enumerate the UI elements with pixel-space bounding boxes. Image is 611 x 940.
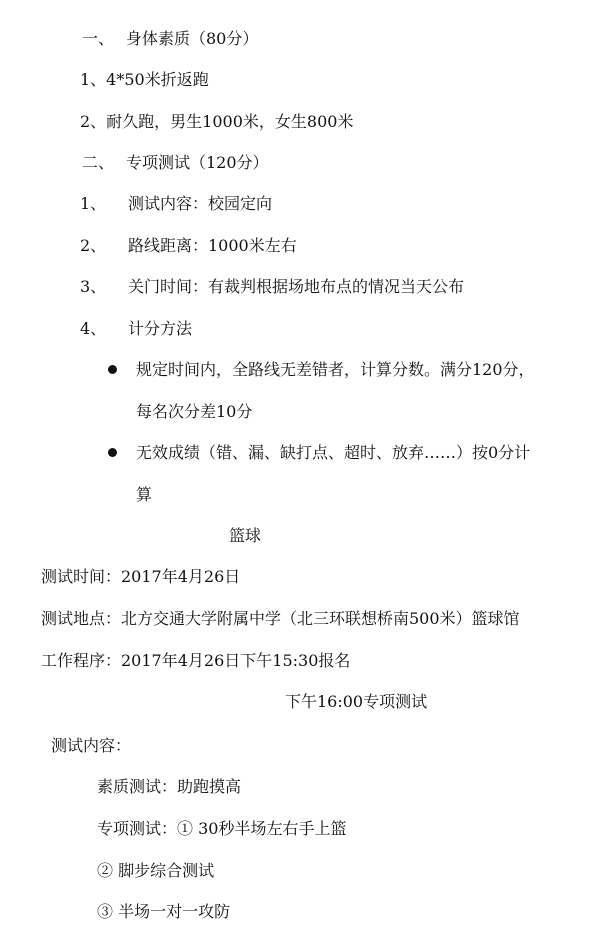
section2-item-4 [80,318,192,340]
section1-heading [82,28,258,50]
bullet-1-line-1: 规定时间内，全路线无差错者，计算分数。满分120分， [136,360,535,379]
bullet-1-line-2: 每名次分差10分 [136,402,253,421]
bullet-2-line-1: 无效成绩（错、漏、缺打点、超时、放弃……）按0分计 [136,443,531,462]
bullet-dot-2 [108,448,117,457]
bullet-dot-1 [108,365,117,374]
section1-item-2: 2、耐久跑，男生1000米，女生800米 [80,112,354,131]
section2-item-number: 1、 [80,194,107,213]
section2-item-text: 测试内容：校园定向 [128,194,273,213]
special-test-3: ③ 半场一对一攻防 [97,902,231,921]
work-procedure-1: 工作程序：2017年4月26日下午15:30报名 [41,651,351,670]
work-procedure-2: 下午16:00专项测试 [285,692,428,711]
section2-item-text: 计分方法 [128,319,193,338]
section2-heading [82,152,269,174]
section2-number: 二、 [82,153,115,172]
bullet-2-line-2: 算 [136,485,153,504]
section1-item-1: 1、4*50米折返跑 [80,70,209,89]
section2-item-1 [80,193,272,215]
section2-item-text: 路线距离：1000米左右 [128,236,297,255]
test-time: 测试时间：2017年4月26日 [41,567,241,586]
section2-item-3 [80,276,464,298]
special-test-2: ② 脚步综合测试 [97,861,215,880]
special-test-1: 专项测试：① 30秒半场左右手上篮 [97,819,347,838]
section2-item-text: 关门时间：有裁判根据场地布点的情况当天公布 [128,277,465,296]
test-place: 测试地点：北方交通大学附属中学（北三环联想桥南500米）篮球馆 [41,609,520,628]
section2-item-number: 2、 [80,236,107,255]
section2-title: 专项测试（120分） [126,153,269,172]
section1-title: 身体素质（80分） [126,29,259,48]
section2-item-number: 4、 [80,319,107,338]
section1-number: 一、 [82,29,115,48]
basketball-heading: 篮球 [229,526,262,545]
quality-test: 素质测试：助跑摸高 [97,777,242,796]
section2-item-2 [80,235,297,257]
test-content-label: 测试内容： [51,736,132,755]
section2-item-number: 3、 [80,277,107,296]
